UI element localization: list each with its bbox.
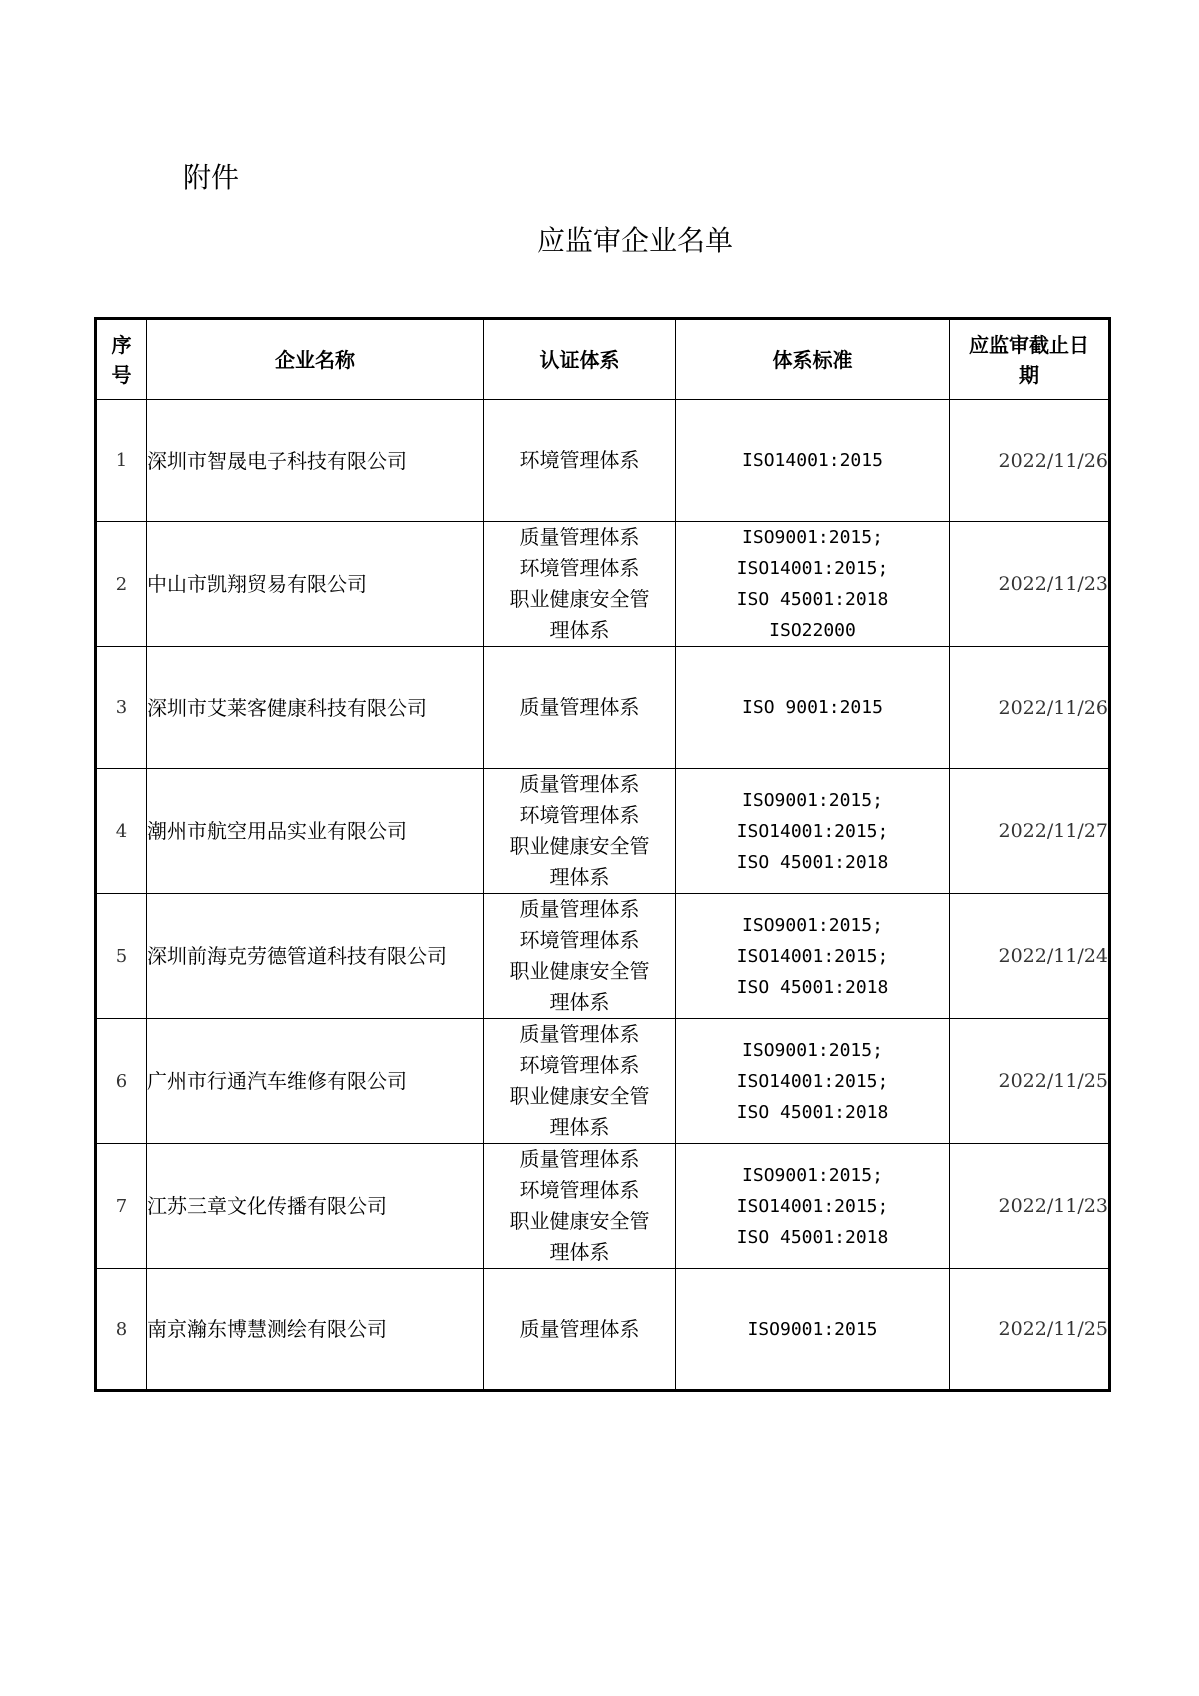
header-company: 企业名称 [147, 319, 484, 400]
row-standard-line: ISO 9001:2015 [742, 697, 883, 718]
row-systems [484, 1269, 676, 1391]
row-system-line: 职业健康安全管 [509, 834, 650, 858]
row-standards [676, 400, 950, 522]
row-system-line: 理体系 [549, 1240, 610, 1264]
row-system-line: 环境管理体系 [519, 928, 640, 952]
row-system-line: 环境管理体系 [519, 556, 640, 580]
row-standard-line: ISO9001:2015; [742, 914, 883, 936]
header-seq: 序 号 [96, 319, 147, 400]
table-row [96, 647, 1110, 769]
header-standard: 体系标准 [676, 319, 950, 400]
row-seq: 6 [96, 1019, 147, 1144]
row-deadline: 2022/11/26 [950, 647, 1110, 769]
row-standard-line: ISO14001:2015; [736, 820, 889, 842]
row-deadline: 2022/11/27 [950, 769, 1110, 894]
row-deadline: 2022/11/26 [950, 400, 1110, 522]
row-system-line: 职业健康安全管 [509, 587, 650, 611]
row-deadline: 2022/11/23 [950, 1144, 1110, 1269]
row-standards [676, 769, 950, 894]
row-standard-line: ISO14001:2015; [736, 945, 889, 967]
row-standards [676, 647, 950, 769]
row-seq: 3 [96, 647, 147, 769]
row-system-line: 理体系 [549, 618, 610, 642]
row-systems [484, 769, 676, 894]
row-standard-line: ISO14001:2015; [736, 1070, 889, 1092]
attachment-label: 附件 [183, 161, 240, 194]
row-systems [484, 400, 676, 522]
row-company-name: 深圳市艾莱客健康科技有限公司 [147, 647, 484, 769]
row-system-line: 理体系 [549, 865, 610, 889]
row-systems [484, 1144, 676, 1269]
table-row [96, 400, 1110, 522]
row-system-line: 质量管理体系 [519, 772, 640, 796]
row-standard-line: ISO22000 [769, 620, 856, 641]
row-standards [676, 1019, 950, 1144]
row-standard-line: ISO 45001:2018 [736, 589, 889, 610]
row-system-line: 质量管理体系 [519, 1022, 640, 1046]
row-standard-line: ISO 45001:2018 [736, 851, 889, 873]
row-standard-line: ISO9001:2015; [742, 1039, 883, 1061]
table-row [96, 1269, 1110, 1391]
row-standards [676, 522, 950, 647]
row-system-line: 职业健康安全管 [509, 1209, 650, 1233]
row-system-line: 质量管理体系 [519, 1316, 640, 1341]
row-system-line: 理体系 [549, 990, 610, 1014]
row-standard-line: ISO 45001:2018 [736, 1226, 889, 1248]
row-standard-line: ISO9001:2015; [742, 1164, 883, 1186]
header-deadline: 应监审截止日 期 [950, 319, 1110, 400]
row-company-name: 中山市凯翔贸易有限公司 [147, 522, 484, 647]
row-company-name: 广州市行通汽车维修有限公司 [147, 1019, 484, 1144]
row-system-line: 环境管理体系 [519, 1178, 640, 1202]
row-system-line: 环境管理体系 [519, 448, 640, 472]
table-row [96, 769, 1110, 894]
row-system-line: 环境管理体系 [519, 803, 640, 827]
row-seq: 8 [96, 1269, 147, 1391]
row-standard-line: ISO14001:2015 [742, 450, 883, 471]
row-system-line: 质量管理体系 [519, 897, 640, 921]
row-seq: 1 [96, 400, 147, 522]
row-standard-line: ISO 45001:2018 [736, 976, 889, 998]
row-standards [676, 1269, 950, 1391]
row-deadline: 2022/11/23 [950, 522, 1110, 647]
row-deadline: 2022/11/24 [950, 894, 1110, 1019]
row-deadline: 2022/11/25 [950, 1269, 1110, 1391]
row-company-name: 深圳前海克劳德管道科技有限公司 [147, 894, 484, 1019]
row-system-line: 质量管理体系 [519, 525, 640, 549]
table-row [96, 522, 1110, 647]
row-seq: 4 [96, 769, 147, 894]
company-list-table [94, 317, 1111, 1392]
row-system-line: 职业健康安全管 [509, 959, 650, 983]
row-standard-line: ISO9001:2015 [747, 1318, 878, 1340]
row-system-line: 理体系 [549, 1115, 610, 1139]
row-company-name: 深圳市智晟电子科技有限公司 [147, 400, 484, 522]
row-systems [484, 894, 676, 1019]
row-system-line: 职业健康安全管 [509, 1084, 650, 1108]
row-company-name: 潮州市航空用品实业有限公司 [147, 769, 484, 894]
row-seq: 7 [96, 1144, 147, 1269]
row-deadline: 2022/11/25 [950, 1019, 1110, 1144]
row-systems [484, 647, 676, 769]
row-systems [484, 1019, 676, 1144]
row-standard-line: ISO14001:2015; [736, 558, 889, 579]
table-header-row [96, 319, 1110, 400]
row-seq: 5 [96, 894, 147, 1019]
table-body [96, 400, 1110, 1391]
row-standard-line: ISO9001:2015; [742, 527, 883, 548]
row-company-name: 江苏三章文化传播有限公司 [147, 1144, 484, 1269]
row-seq: 2 [96, 522, 147, 647]
row-standard-line: ISO14001:2015; [736, 1195, 889, 1217]
row-systems [484, 522, 676, 647]
row-standards [676, 1144, 950, 1269]
row-system-line: 质量管理体系 [519, 695, 640, 719]
row-company-name: 南京瀚东博慧测绘有限公司 [147, 1269, 484, 1391]
page-title: 应监审企业名单 [536, 224, 733, 257]
table-row [96, 1144, 1110, 1269]
row-standards [676, 894, 950, 1019]
table-row [96, 1019, 1110, 1144]
row-system-line: 质量管理体系 [519, 1147, 640, 1171]
row-system-line: 环境管理体系 [519, 1053, 640, 1077]
header-system: 认证体系 [484, 319, 676, 400]
table-row [96, 894, 1110, 1019]
row-standard-line: ISO9001:2015; [742, 789, 883, 811]
row-standard-line: ISO 45001:2018 [736, 1101, 889, 1123]
